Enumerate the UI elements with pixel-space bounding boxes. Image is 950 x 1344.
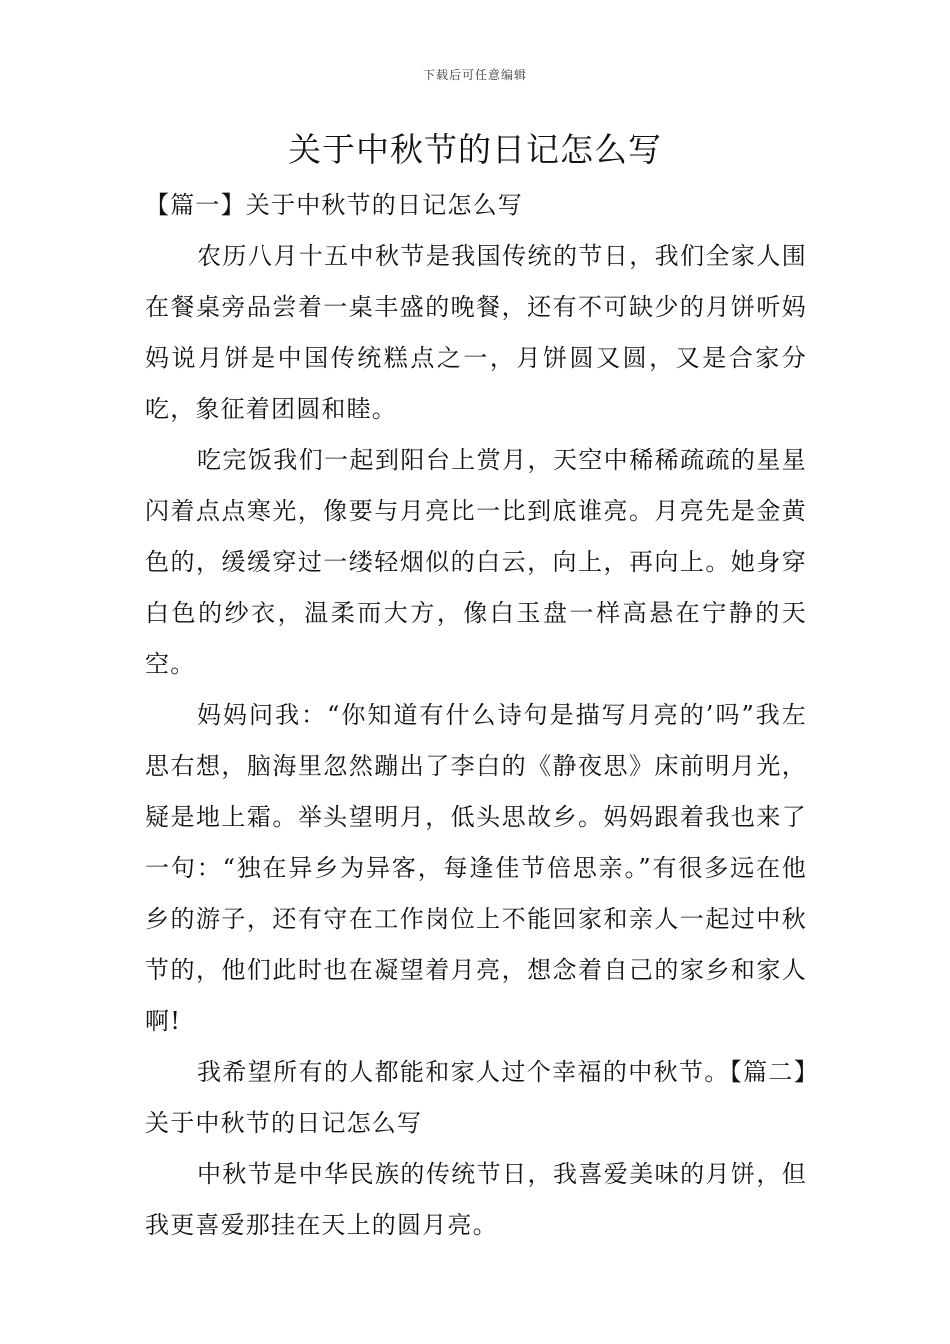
section-heading: 【篇一】关于中秋节的日记怎么写 (145, 191, 523, 219)
document-body (145, 180, 807, 1251)
document-title: 关于中秋节的日记怎么写 (288, 130, 662, 169)
header-note: 下载后可任意编辑 (422, 68, 527, 82)
paragraph: 吃完饭我们一起到阳台上赏月，天空中稀稀疏疏的星星闪着点点寒光，像要与月亮比一比到底谁亮。月亮先是金黄色的，缓缓穿过一缕轻烟似的白云，向上，再向上。她身穿白色的纱衣，温柔而大方，像白玉盘一样高悬在宁静的天空。 (145, 446, 807, 678)
paragraph: 妈妈问我：“你知道有什么诗句是描写月亮的’吗”我左思右想，脑海里忽然蹦出了李白的《静夜思》床前明月光，疑是地上霜。举头望明月，低头思故乡。妈妈跟着我也来了一句：“独在异乡为异客，每逢佳节倍思亲。”有很多远在他乡的游子，还有守在工作岗位上不能回家和亲人一起过中秋节的，他们此时也在凝望着月亮，想念着自己的家乡和家人啊! (145, 701, 807, 1035)
paragraph: 我希望所有的人都能和家人过个幸福的中秋节。【篇二】关于中秋节的日记怎么写 (145, 1058, 807, 1137)
paragraph: 中秋节是中华民族的传统节日，我喜爱美味的月饼，但我更喜爱那挂在天上的圆月亮。 (145, 1160, 807, 1239)
paragraph: 农历八月十五中秋节是我国传统的节日，我们全家人围在餐桌旁品尝着一桌丰盛的晚餐，还有不可缺少的月饼听妈妈说月饼是中国传统糕点之一，月饼圆又圆，又是合家分吃，象征着团圆和睦。 (145, 242, 807, 423)
